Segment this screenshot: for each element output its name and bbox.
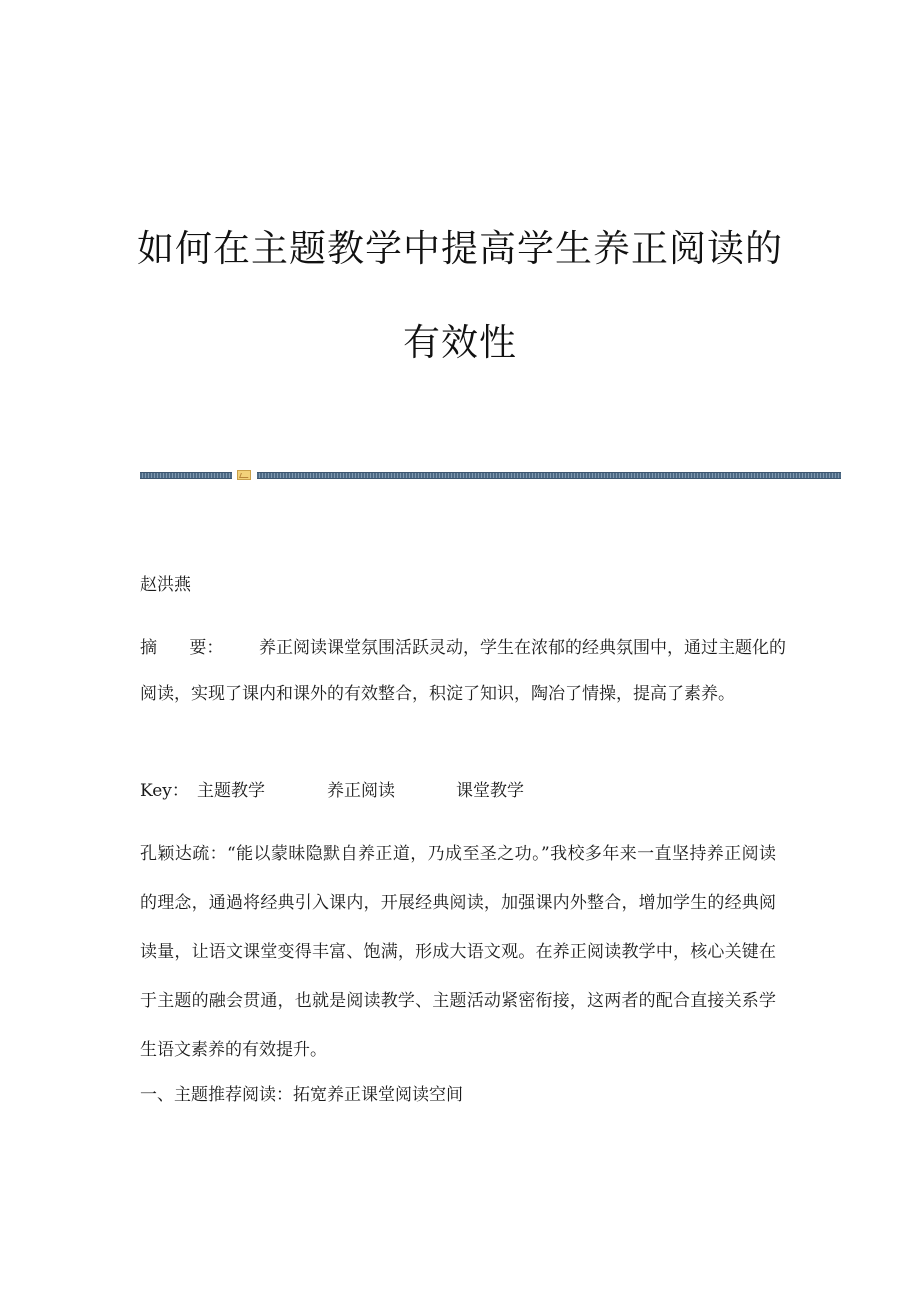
- title-line-2: 有效性: [403, 321, 517, 364]
- keywords: [140, 776, 524, 801]
- body-paragraph: 孔颖达疏：“能以蒙昧隐默自养正道，乃成至圣之功。”我校多年来一直坚持养正阅读的理念，通過将经典引入课内，开展经典阅读，加强课内外整合，增加学生的经典阅读量，让语文课堂变得丰富、饱满，形成大语文观。在养正阅读教学中，核心关键在于主题的融会贯通，也就是阅读教学、主题活动紧密衔接，这两者的配合直接关系学生语文素养的有效提升。: [140, 844, 776, 1060]
- envelope-icon: [237, 470, 251, 480]
- abstract: [140, 625, 790, 717]
- keyword-item: 课堂教学: [456, 781, 524, 801]
- abstract-text: 养正阅读课堂氛围活跃灵动，学生在浓郁的经典氛围中，通过主题化的阅读，实现了课内和课外的有效整合，积淀了知识，陶冶了情操，提高了素养。: [140, 638, 786, 704]
- divider-bar-right: [257, 472, 841, 479]
- abstract-label: 摘 要：: [140, 638, 224, 658]
- keyword-item: 主题教学: [197, 781, 265, 801]
- decorative-divider: [140, 470, 841, 480]
- section-heading: 一、主题推荐阅读：拓宽养正课堂阅读空间: [140, 1085, 463, 1105]
- keyword-item: 养正阅读: [327, 781, 395, 801]
- author-name: 赵洪燕: [140, 575, 191, 595]
- divider-bar-left: [140, 472, 232, 479]
- title-line-1: 如何在主题教学中提高学生养正阅读的: [137, 227, 783, 270]
- keywords-label: Key：: [140, 781, 189, 801]
